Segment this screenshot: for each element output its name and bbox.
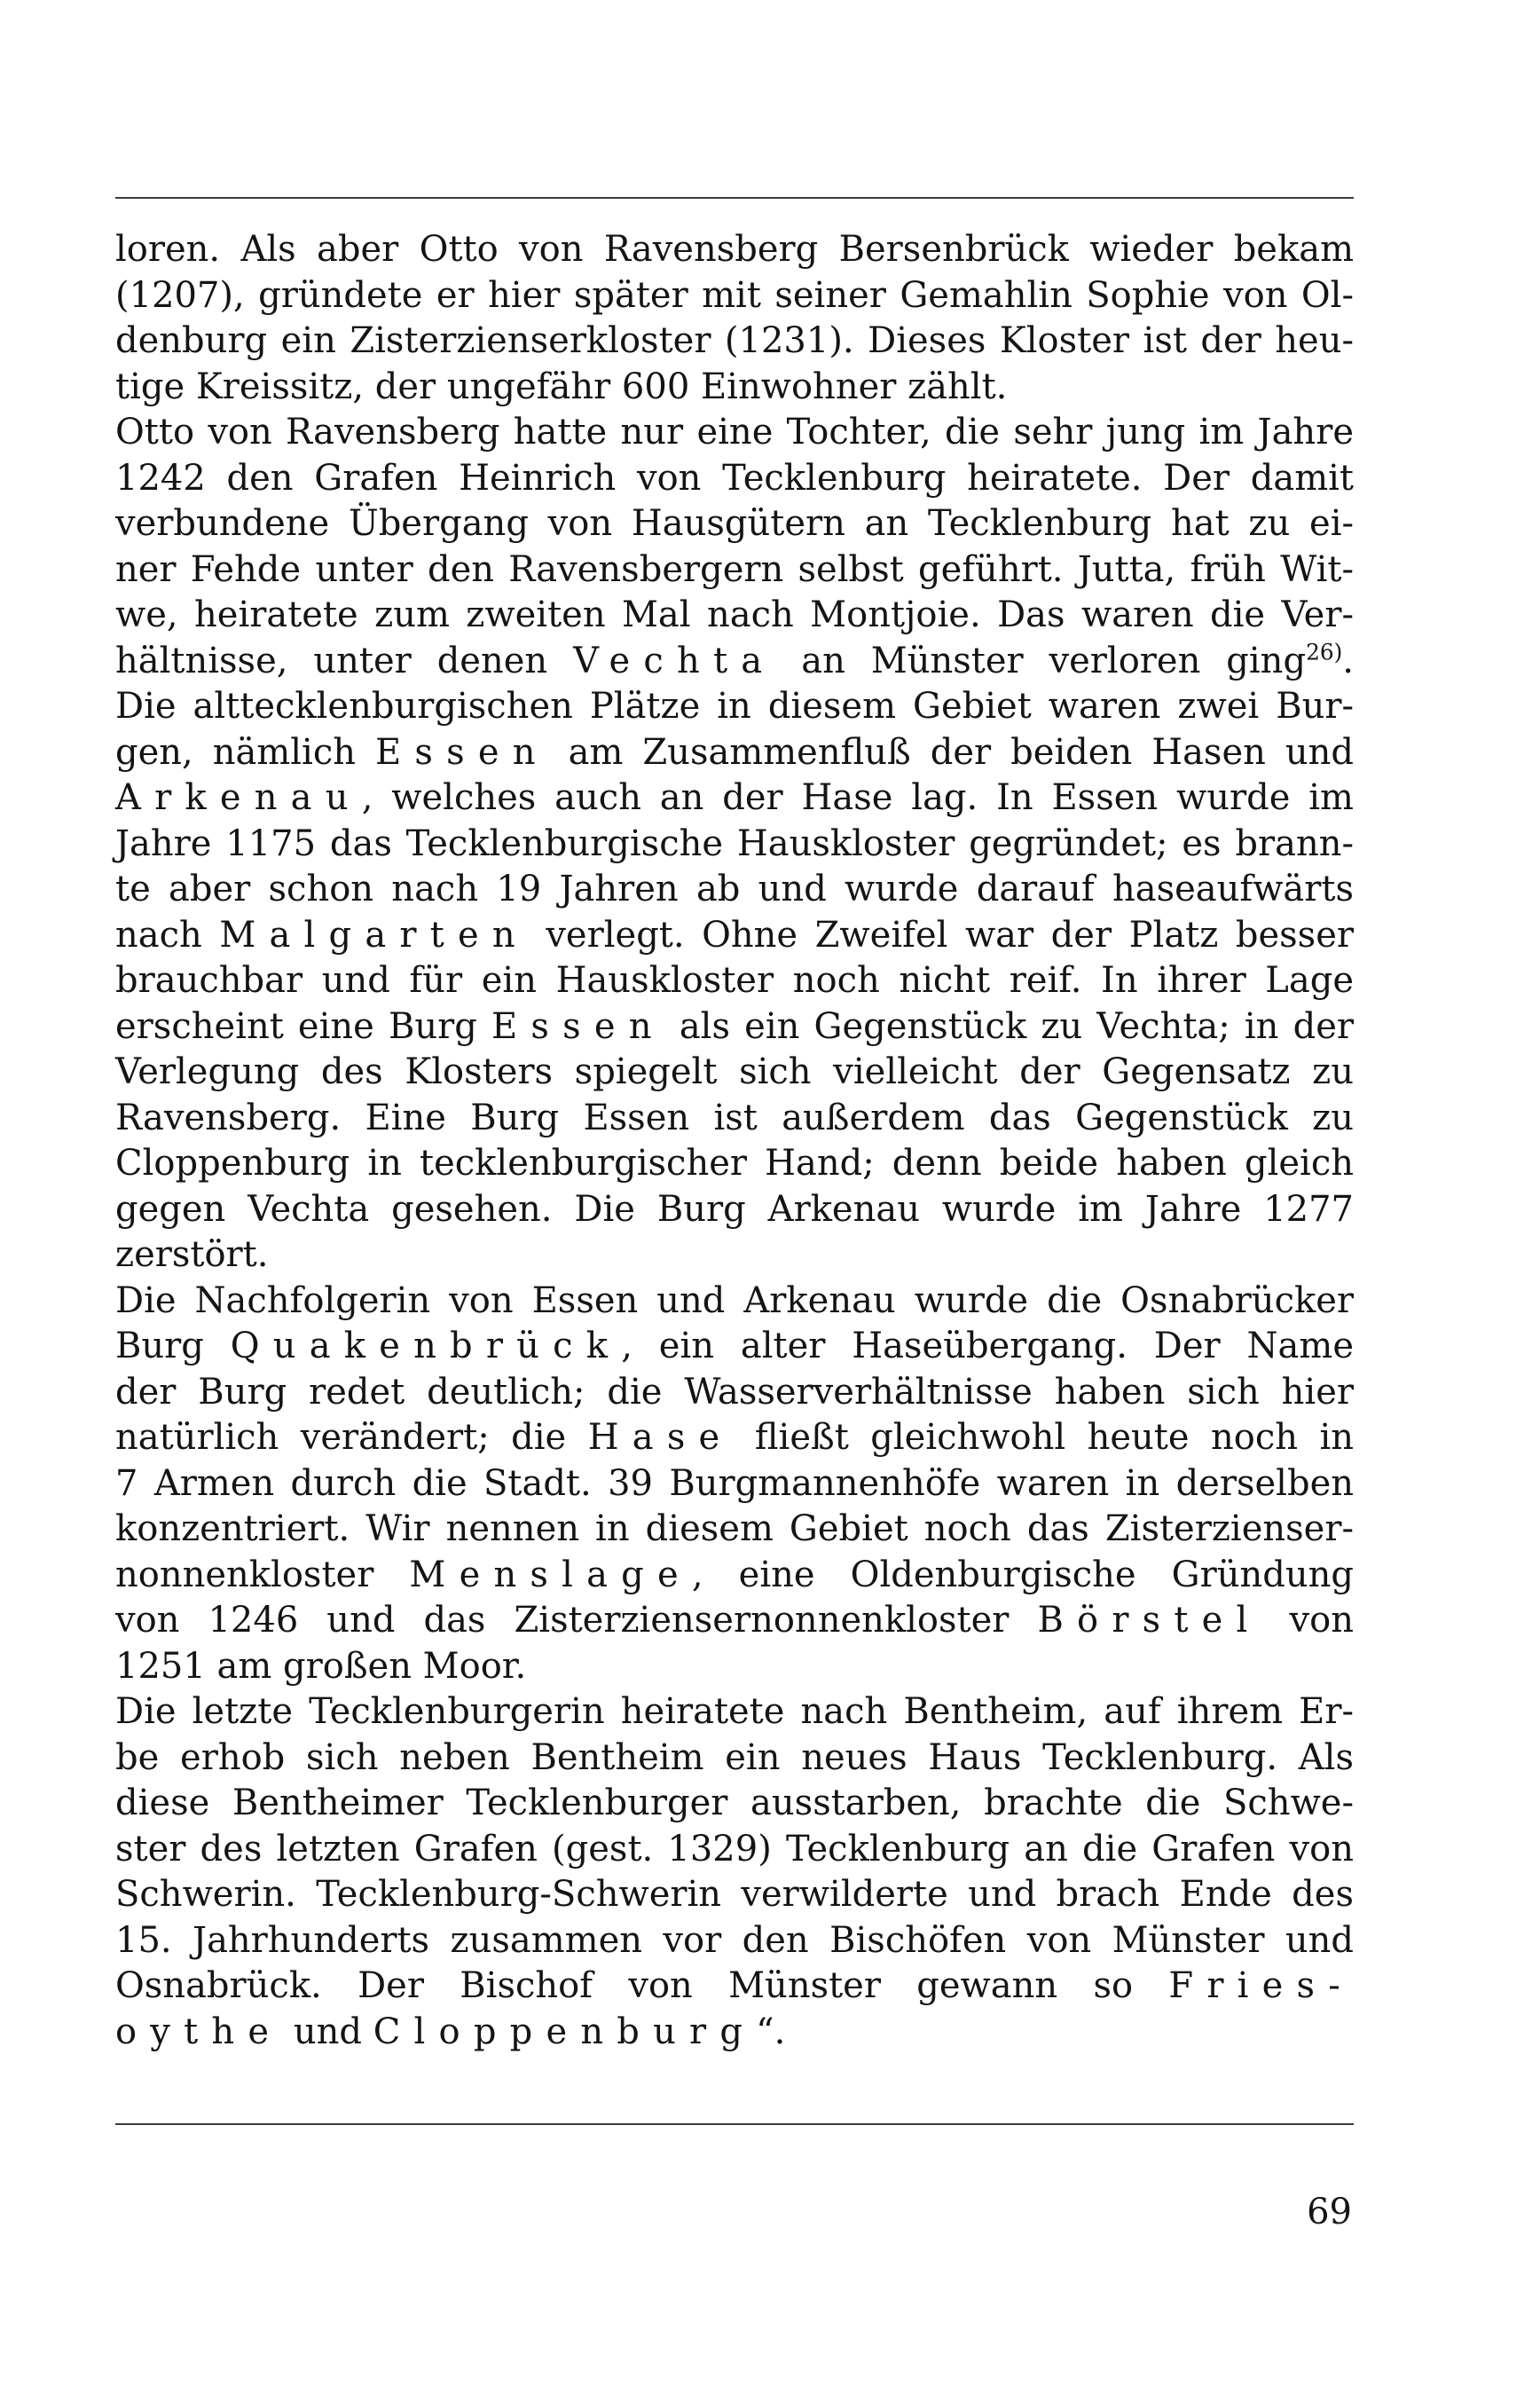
text-run: natürlich verändert; die: [115, 1417, 588, 1458]
text-run: fließt gleichwohl heute noch in: [733, 1417, 1355, 1458]
text-line: te aber schon nach 19 Jahren ab und wurde darauf haseaufwärts: [115, 869, 1354, 909]
text-line: brauchbar und für ein Hauskloster noch nicht reif. In ihrer Lage: [115, 960, 1354, 1001]
text-run: verlegt. Ohne Zweifel war der Platz besser: [528, 914, 1354, 956]
text-line: tige Kreissitz, der ungefähr 600 Einwohner zählt.: [115, 366, 1008, 407]
spaced-emphasis: Essen: [491, 1005, 665, 1047]
text-run: nach: [115, 914, 220, 956]
text-line: Jahre 1175 das Tecklenburgische Hauskloster gegründet; es brann-: [115, 823, 1354, 864]
text-line: [115, 775, 1354, 822]
text-line: gegen Vechta gesehen. Die Burg Arkenau wurde im Jahre 1277: [115, 1188, 1354, 1230]
text-line: [115, 1553, 1354, 1599]
text-line: Ravensberg. Eine Burg Essen ist außerdem das Gegenstück zu: [115, 1097, 1354, 1138]
text-line: [115, 1964, 1354, 2010]
text-line: 15. Jahrhunderts zusammen vor den Bischöfen von Münster und: [115, 1919, 1354, 1961]
text-line: loren. Als aber Otto von Ravensberg Bersenbrück wieder bekam: [115, 229, 1354, 270]
spaced-emphasis: Malgarten: [219, 914, 529, 956]
text-line: 7 Armen durch die Stadt. 39 Burgmannenhöfe waren in derselben: [115, 1462, 1354, 1504]
spaced-emphasis: Menslage: [409, 1554, 692, 1595]
text-run: , eine Oldenburgische Gründung: [691, 1554, 1354, 1595]
footnote-ref: 26): [1306, 639, 1343, 665]
text-line: 1242 den Grafen Heinrich von Tecklenburg heiratete. Der damit: [115, 457, 1354, 499]
text-run: Osnabrück. Der Bischof von Münster gewann so: [115, 1965, 1169, 2006]
text-line: Cloppenburg in tecklenburgischer Hand; denn beide haben gleich: [115, 1143, 1354, 1184]
text-line: [115, 1324, 1354, 1370]
spaced-emphasis: oythe: [115, 2011, 283, 2052]
text-run: nonnenkloster: [115, 1554, 410, 1595]
body-text: [115, 227, 1354, 2055]
text-run: und: [282, 2011, 373, 2052]
text-line: be erhob sich neben Bentheim ein neues Haus Tecklenburg. Als: [115, 1736, 1354, 1778]
text-line: [115, 1415, 1354, 1461]
spaced-emphasis: Arkenau: [115, 777, 362, 818]
spaced-emphasis: Essen: [374, 731, 549, 773]
text-line: verbundene Übergang von Hausgütern an Tecklenburg hat zu ei-: [115, 503, 1354, 544]
text-run: , ein alter Haseübergang. Der Name: [621, 1326, 1354, 1366]
text-line: Die Nachfolgerin von Essen und Arkenau wurde die Osnabrücker: [115, 1279, 1354, 1321]
text-line: [115, 913, 1354, 959]
text-line: we, heiratete zum zweiten Mal nach Montjoie. Das waren die Ver-: [115, 594, 1354, 635]
text-line: [115, 2010, 1354, 2056]
text-line: ner Fehde unter den Ravensbergern selbst geführt. Jutta, früh Wit-: [115, 548, 1354, 590]
text-line: der Burg redet deutlich; die Wasserverhältnisse haben sich hier: [115, 1371, 1354, 1413]
page-number: 69: [1307, 2192, 1352, 2232]
text-run: an Münster verloren ging: [775, 640, 1307, 681]
spaced-emphasis: Vechta: [573, 640, 776, 681]
text-line: Otto von Ravensberg hatte nur eine Tochter, die sehr jung im Jahre: [115, 412, 1354, 453]
text-run: erscheint eine Burg: [115, 1005, 491, 1047]
spaced-emphasis: Fries-: [1168, 1965, 1354, 2006]
text-run: hältnisse, unter denen: [115, 640, 574, 681]
text-run: Burg: [115, 1326, 231, 1366]
text-line: Verlegung des Klosters spiegelt sich vielleicht der Gegensatz zu: [115, 1051, 1354, 1092]
text-line: Die letzte Tecklenburgerin heiratete nach Bentheim, auf ihrem Er-: [115, 1691, 1354, 1732]
text-line: [115, 639, 1354, 685]
bottom-rule: [115, 2123, 1354, 2125]
spaced-emphasis: Quakenbrück: [230, 1326, 622, 1366]
text-run: gen, nämlich: [115, 731, 375, 773]
text-line: Die alttecklenburgischen Plätze in diesem Gebiet waren zwei Bur-: [115, 686, 1354, 727]
text-line: [115, 730, 1354, 776]
text-run: .: [1342, 640, 1355, 681]
spaced-emphasis: Börstel: [1037, 1600, 1261, 1641]
text-line: 1251 am großen Moor.: [115, 1645, 527, 1687]
top-rule: [115, 197, 1354, 199]
text-line: (1207), gründete er hier später mit seiner Gemahlin Sophie von Ol-: [115, 274, 1354, 316]
text-line: denburg ein Zisterzienserkloster (1231). Dieses Kloster ist der heu-: [115, 320, 1354, 361]
text-line: [115, 1598, 1354, 1644]
text-run: als ein Gegenstück zu Vechta; in der: [664, 1005, 1354, 1047]
text-run: von 1246 und das Zisterziensernonnenkloster: [115, 1600, 1038, 1641]
text-line: konzentriert. Wir nennen in diesem Gebiet noch das Zisterzienser-: [115, 1508, 1354, 1549]
text-line: [115, 1004, 1354, 1051]
spaced-emphasis: Hase: [587, 1417, 734, 1458]
text-run: “.: [756, 2011, 786, 2052]
text-run: am Zusammenfluß der beiden Hasen und: [548, 731, 1354, 773]
spaced-emphasis: Cloppenburg: [373, 2011, 757, 2052]
text-line: zerstört.: [115, 1234, 269, 1275]
text-run: , welches auch an der Hase lag. In Essen wurde im: [361, 777, 1354, 818]
text-line: Schwerin. Tecklenburg-Schwerin verwilderte und brach Ende des: [115, 1874, 1354, 1915]
text-run: von: [1261, 1600, 1354, 1641]
text-line: ster des letzten Grafen (gest. 1329) Tecklenburg an die Grafen von: [115, 1828, 1354, 1869]
text-line: diese Bentheimer Tecklenburger ausstarben, brachte die Schwe-: [115, 1783, 1354, 1823]
